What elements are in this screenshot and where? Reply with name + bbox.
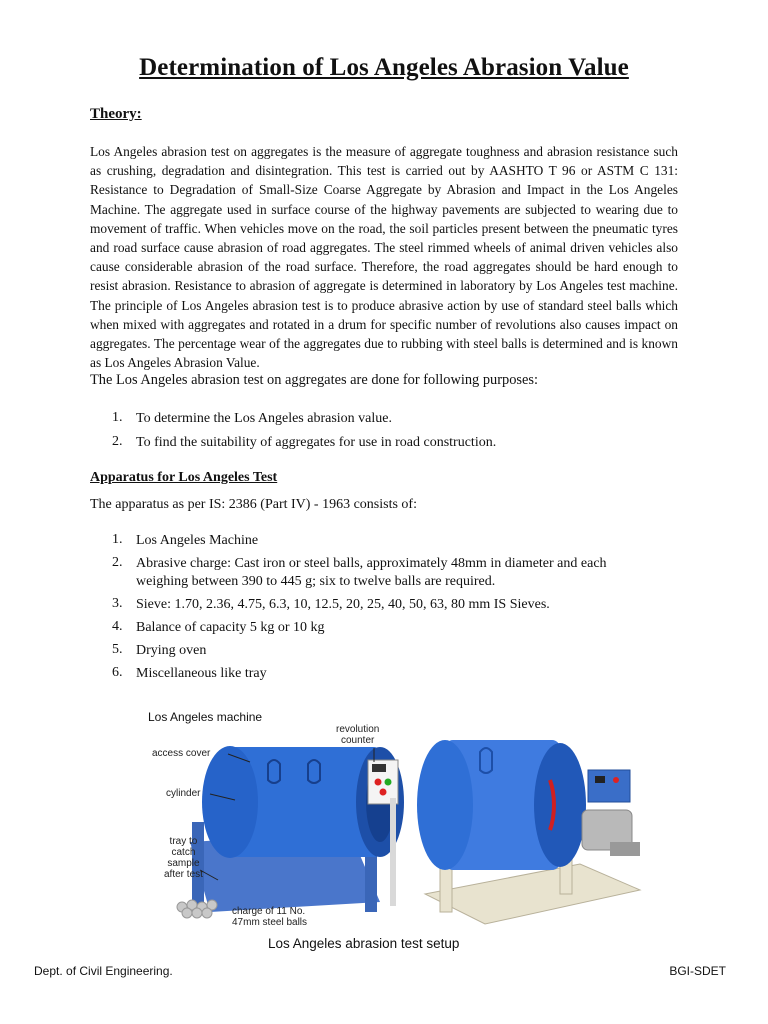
list-text: Sieve: 1.70, 2.36, 4.75, 6.3, 10, 12.5, 20, 25, 40, 50, 63, 80 mm IS Sieves. xyxy=(136,597,550,612)
right-machine xyxy=(417,740,640,924)
label-access-cover: access cover xyxy=(152,748,211,759)
list-item xyxy=(112,596,656,614)
footer-department: Dept. of Civil Engineering. xyxy=(34,964,173,978)
list-number: 1. xyxy=(112,410,123,425)
list-text: Los Angeles Machine xyxy=(136,533,259,548)
list-number: 5. xyxy=(112,642,123,657)
purposes-intro: The Los Angeles abrasion test on aggregates are done for following purposes: xyxy=(90,372,538,388)
figure-caption: Los Angeles abrasion test setup xyxy=(268,936,460,951)
list-number: 2. xyxy=(112,555,123,570)
apparatus-list xyxy=(112,532,656,688)
list-item xyxy=(112,532,656,550)
apparatus-heading: Apparatus for Los Angeles Test xyxy=(90,470,278,485)
left-machine xyxy=(177,746,404,918)
list-text: Drying oven xyxy=(136,643,207,658)
list-item xyxy=(112,410,656,434)
list-item xyxy=(112,619,656,637)
list-text: To determine the Los Angeles abrasion value. xyxy=(136,411,392,426)
list-text: Abrasive charge: Cast iron or steel balls, approximately 48mm in diameter and each weighing between 390 to 445 g; six to twelve balls are required. xyxy=(136,556,607,589)
label-cylinder: cylinder xyxy=(166,788,201,799)
machine-figure xyxy=(140,702,660,958)
list-text: Balance of capacity 5 kg or 10 kg xyxy=(136,620,325,635)
list-number: 4. xyxy=(112,619,123,634)
footer-institute: BGI-SDET xyxy=(669,964,726,978)
list-number: 3. xyxy=(112,596,123,611)
list-item xyxy=(112,555,656,591)
list-item xyxy=(112,642,656,660)
page-title: Determination of Los Angeles Abrasion Value xyxy=(139,54,629,81)
list-number: 1. xyxy=(112,532,123,547)
theory-heading: Theory: xyxy=(90,106,142,122)
label-revolution-counter: revolution counter xyxy=(336,724,380,746)
label-tray: tray to catch sample after test xyxy=(164,836,203,880)
machine-illustration xyxy=(140,702,660,934)
list-number: 6. xyxy=(112,665,123,680)
label-charge: charge of 11 No. 47mm steel balls xyxy=(232,906,308,928)
apparatus-intro: The apparatus as per IS: 2386 (Part IV) - 1963 consists of: xyxy=(90,497,417,512)
figure-title: Los Angeles machine xyxy=(148,710,263,724)
list-item xyxy=(112,434,656,458)
purposes-list xyxy=(112,410,656,458)
list-item xyxy=(112,665,656,683)
list-text: To find the suitability of aggregates for use in road construction. xyxy=(136,435,497,450)
list-text: Miscellaneous like tray xyxy=(136,666,267,681)
theory-paragraph: Los Angeles abrasion test on aggregates is the measure of aggregate toughness and abrasion resistance such as crushing, degradation and disintegration. This test is carried out by AASHTO T 96 or ASTM C 131: Resistance to Degradation of Small-Size Coarse Aggregate by Abrasion and Impact in the Los Angeles Machine. The aggregate used in surface course of the highway pavements are subjected to wearing due to movement of traffic. When vehicles move on the road, the soil particles present between the pneumatic tyres and road surface cause abrasion of road aggregates. The steel rimmed wheels of animal driven vehicles also cause considerable abrasion of the road surface. Therefore, the road aggregates should be hard enough to resist abrasion. Resistance to abrasion of aggregate is determined in laboratory by Los Angeles test machine. The principle of Los Angeles abrasion test is to produce abrasive action by use of standard steel balls which when mixed with aggregates and rotated in a drum for specific number of revolutions also causes impact on aggregates. The percentage wear of the aggregates due to rubbing with steel balls is determined and is known as Los Angeles Abrasion Value. xyxy=(90,144,678,371)
list-number: 2. xyxy=(112,434,123,449)
